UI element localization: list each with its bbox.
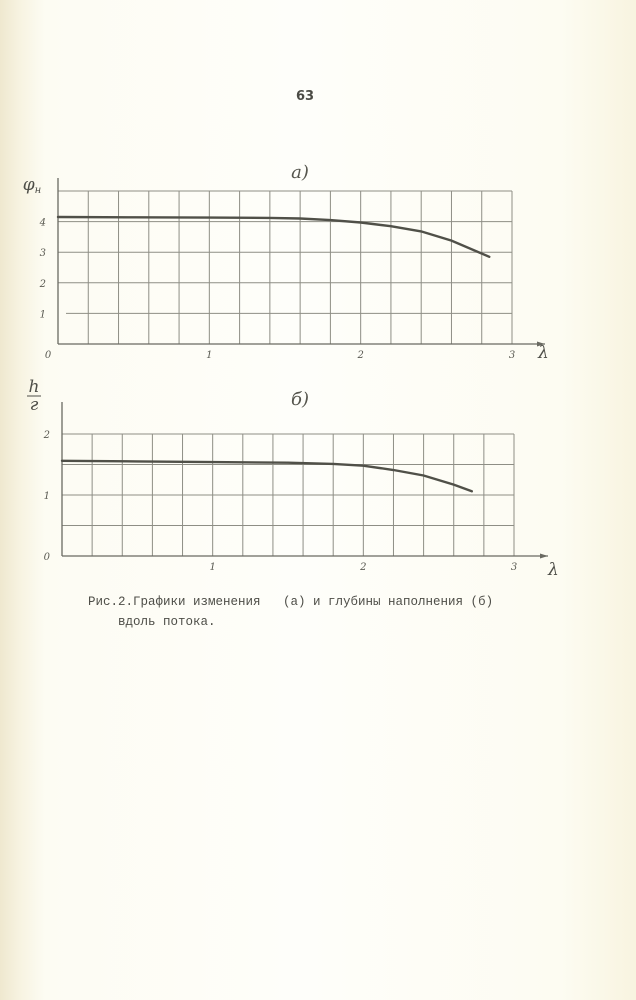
x-tick-label: 2 <box>357 350 364 361</box>
y-axis-label-denominator: г <box>29 395 39 415</box>
y-tick-label: 1 <box>43 491 50 502</box>
x-tick-label: 1 <box>209 562 216 573</box>
page-number: 63 <box>296 89 315 104</box>
x-tick-label: 1 <box>206 350 213 361</box>
y-tick-label: 0 <box>43 552 50 563</box>
x-tick-label: 0 <box>44 350 52 361</box>
x-tick-label: 3 <box>510 562 518 573</box>
y-axis-label: φн <box>22 175 42 196</box>
caption-line-2: вдоль потока. <box>118 615 216 629</box>
data-curve <box>58 217 489 257</box>
x-axis-arrow-icon <box>540 554 548 559</box>
x-axis-label: λ <box>548 560 559 580</box>
panel-label: а) <box>291 162 309 183</box>
chart-b <box>27 377 559 580</box>
x-tick-label: 2 <box>360 562 367 573</box>
x-tick-label: 3 <box>508 350 516 361</box>
y-tick-label: 1 <box>39 309 46 321</box>
y-tick-label: 3 <box>39 248 46 260</box>
y-tick-label: 4 <box>39 217 46 229</box>
figure-caption <box>88 592 548 632</box>
y-tick-label: 2 <box>43 430 50 441</box>
data-curve <box>62 461 472 492</box>
panel-label: б) <box>290 389 310 410</box>
chart-a <box>23 162 549 363</box>
y-axis-label-numerator: h <box>28 377 40 397</box>
x-axis-label: λ <box>538 343 549 363</box>
caption-line-1: Рис.2.Графики изменения (а) и глубины наполнения (б) <box>88 595 494 609</box>
y-tick-label: 2 <box>39 278 46 290</box>
